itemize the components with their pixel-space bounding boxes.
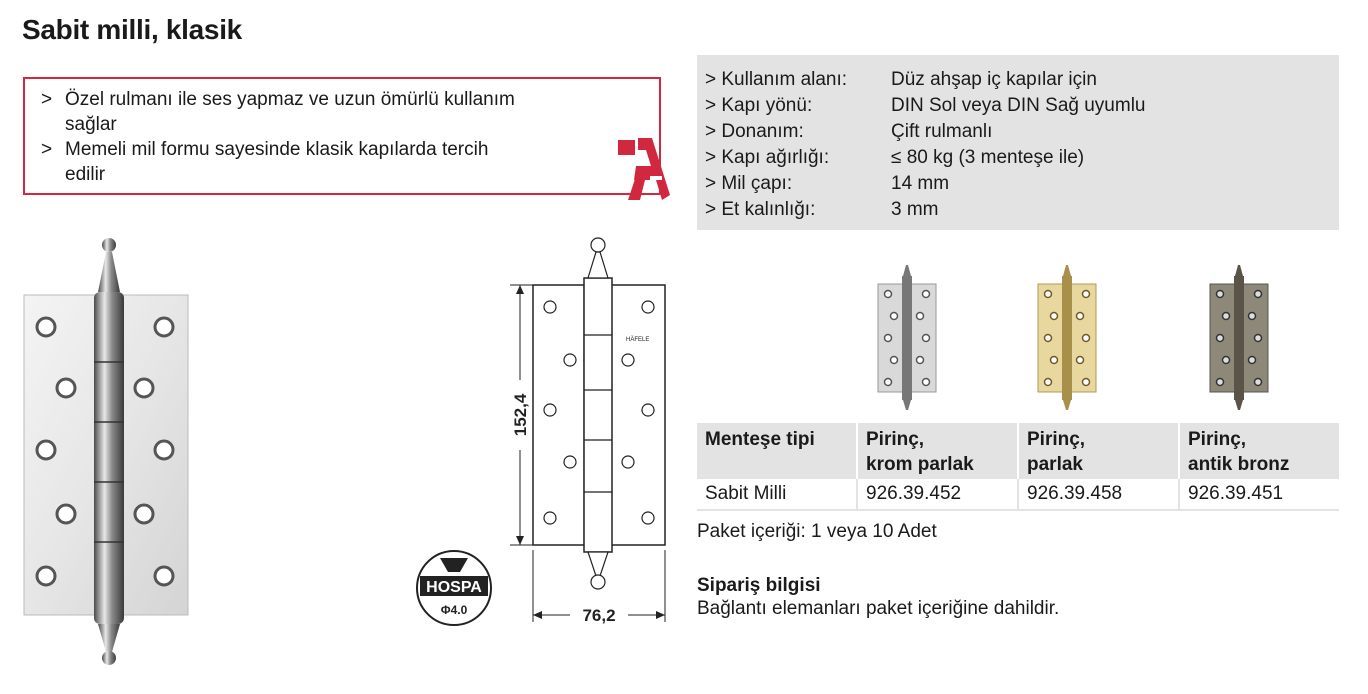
feature-text: Memeli mil formu sayesinde klasik kapılarda tercih <box>65 139 489 160</box>
spec-key: > Kapı ağırlığı: <box>705 147 830 168</box>
feature-box <box>23 77 661 195</box>
column-header: Menteşe tipi <box>697 423 857 479</box>
column-header: Pirinç, krom parlak <box>857 423 1018 479</box>
hinge-thumbnail-chrome <box>872 262 942 412</box>
bullet-icon: > <box>41 139 53 160</box>
brand-logo-icon <box>590 58 670 200</box>
table-cell: Sabit Milli <box>697 479 857 510</box>
drawing-stamp: HÄFELE <box>626 337 650 343</box>
spec-value: Çift rulmanlı <box>891 121 993 142</box>
height-dimension: 152,4 <box>511 393 530 437</box>
column-header: Pirinç, antik bronz <box>1179 423 1339 479</box>
spec-key: > Kullanım alanı: <box>705 69 848 90</box>
order-info-title: Sipariş bilgisi <box>697 575 821 596</box>
order-info-text: Bağlantı elemanları paket içeriğine dahildir. <box>697 598 1060 619</box>
spec-value: 14 mm <box>891 173 950 194</box>
hinge-photo <box>20 232 200 672</box>
feature-item <box>39 137 569 187</box>
feature-text: sağlar <box>65 114 117 135</box>
finish-table <box>697 423 1339 511</box>
page-title: Sabit milli, klasik <box>22 14 242 45</box>
spec-value: ≤ 80 kg (3 menteşe ile) <box>891 147 1085 168</box>
technical-drawing <box>500 230 680 630</box>
feature-text: Özel rulmanı ile ses yapmaz ve uzun ömürlü kullanım <box>65 89 515 110</box>
spec-key: > Donanım: <box>705 121 804 142</box>
feature-list <box>39 87 569 187</box>
hospa-size: Φ4.0 <box>440 603 468 617</box>
feature-text: edilir <box>65 164 106 185</box>
width-dimension: 76,2 <box>582 606 616 625</box>
feature-item <box>39 87 569 137</box>
spec-key: > Kapı yönü: <box>705 95 813 116</box>
spec-value: 3 mm <box>891 199 939 220</box>
spec-value: Düz ahşap iç kapılar için <box>891 69 1097 90</box>
spec-key: > Et kalınlığı: <box>705 199 816 220</box>
hinge-thumbnail-brass <box>1032 262 1102 412</box>
hospa-name: HOSPA <box>426 579 482 596</box>
package-info: Paket içeriği: 1 veya 10 Adet <box>697 521 937 542</box>
table-row <box>697 479 1339 510</box>
spec-panel <box>697 55 1339 230</box>
table-header-row <box>697 423 1339 479</box>
spec-value: DIN Sol veya DIN Sağ uyumlu <box>891 95 1146 116</box>
table-cell: 926.39.451 <box>1179 479 1339 510</box>
hospa-logo-icon <box>414 548 494 628</box>
spec-key: > Mil çapı: <box>705 173 793 194</box>
column-header: Pirinç, parlak <box>1018 423 1179 479</box>
table-cell: 926.39.452 <box>857 479 1018 510</box>
hinge-thumbnail-bronze <box>1204 262 1274 412</box>
bullet-icon: > <box>41 89 53 110</box>
table-cell: 926.39.458 <box>1018 479 1179 510</box>
